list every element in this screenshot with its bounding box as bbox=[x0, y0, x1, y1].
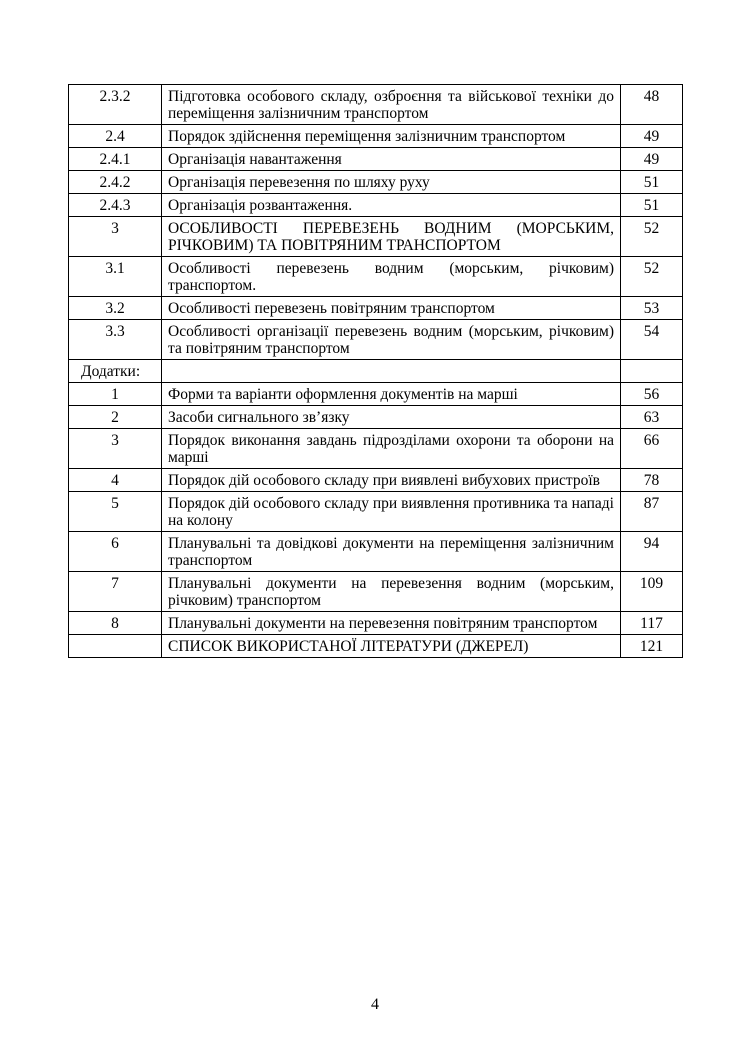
toc-section-number: 3.1 bbox=[69, 257, 162, 297]
toc-body bbox=[69, 85, 683, 658]
toc-section-title: Організація розвантаження. bbox=[162, 194, 621, 217]
toc-section-number: 5 bbox=[69, 492, 162, 532]
toc-section-title: Особливості організації перевезень водним (морським, річковим) та повітряним транспортом bbox=[162, 320, 621, 360]
toc-page-number: 56 bbox=[621, 383, 683, 406]
toc-section-title: Форми та варіанти оформлення документів на марші bbox=[162, 383, 621, 406]
table-row bbox=[69, 85, 683, 125]
table-row bbox=[69, 612, 683, 635]
toc-section-title: Порядок здійснення переміщення залізничним транспортом bbox=[162, 125, 621, 148]
toc-section-title: Порядок виконання завдань підрозділами охорони та оборони на марші bbox=[162, 429, 621, 469]
toc-section-number: 3 bbox=[69, 217, 162, 257]
table-row bbox=[69, 635, 683, 658]
table-row bbox=[69, 257, 683, 297]
table-row bbox=[69, 194, 683, 217]
toc-page-number: 117 bbox=[621, 612, 683, 635]
toc-appendix-heading: Додатки: bbox=[69, 360, 162, 383]
toc-page-number: 51 bbox=[621, 171, 683, 194]
table-row bbox=[69, 297, 683, 320]
table-row bbox=[69, 406, 683, 429]
table-row bbox=[69, 429, 683, 469]
toc-section-number: 4 bbox=[69, 469, 162, 492]
toc-section-title: СПИСОК ВИКОРИСТАНОЇ ЛІТЕРАТУРИ (ДЖЕРЕЛ) bbox=[162, 635, 621, 658]
toc-section-title: ОСОБЛИВОСТІ ПЕРЕВЕЗЕНЬ ВОДНИМ (МОРСЬКИМ, РІЧКОВИМ) ТА ПОВІТРЯНИМ ТРАНСПОРТОМ bbox=[162, 217, 621, 257]
toc-section-number: 2.4 bbox=[69, 125, 162, 148]
toc-page-number: 63 bbox=[621, 406, 683, 429]
toc-section-title bbox=[162, 360, 621, 383]
table-of-contents bbox=[68, 84, 683, 658]
toc-section-number: 7 bbox=[69, 572, 162, 612]
toc-section-number: 1 bbox=[69, 383, 162, 406]
table-row bbox=[69, 572, 683, 612]
toc-page-number: 78 bbox=[621, 469, 683, 492]
table-row bbox=[69, 383, 683, 406]
toc-section-title: Особливості перевезень повітряним транспортом bbox=[162, 297, 621, 320]
toc-section-number: 2.4.2 bbox=[69, 171, 162, 194]
table-row bbox=[69, 469, 683, 492]
table-row bbox=[69, 125, 683, 148]
toc-page-number: 51 bbox=[621, 194, 683, 217]
toc-page-number: 49 bbox=[621, 148, 683, 171]
toc-section-title: Організація навантаження bbox=[162, 148, 621, 171]
toc-section-number: 8 bbox=[69, 612, 162, 635]
toc-page-number: 109 bbox=[621, 572, 683, 612]
toc-section-number: 2 bbox=[69, 406, 162, 429]
toc-section-title: Планувальні та довідкові документи на переміщення залізничним транспортом bbox=[162, 532, 621, 572]
toc-section-number: 2.4.1 bbox=[69, 148, 162, 171]
table-row bbox=[69, 148, 683, 171]
toc-section-title: Засоби сигнального зв’язку bbox=[162, 406, 621, 429]
toc-section-title: Планувальні документи на перевезення повітряним транспортом bbox=[162, 612, 621, 635]
table-row bbox=[69, 171, 683, 194]
table-row bbox=[69, 360, 683, 383]
toc-section-title: Порядок дій особового складу при виявлення противника та нападі на колону bbox=[162, 492, 621, 532]
toc-page-number: 87 bbox=[621, 492, 683, 532]
toc-section-number: 6 bbox=[69, 532, 162, 572]
toc-section-title: Підготовка особового складу, озброєння та військової техніки до переміщення залізничним транспортом bbox=[162, 85, 621, 125]
toc-page-number: 66 bbox=[621, 429, 683, 469]
table-row bbox=[69, 320, 683, 360]
toc-section-title: Особливості перевезень водним (морським, річковим) транспортом. bbox=[162, 257, 621, 297]
toc-page-number: 94 bbox=[621, 532, 683, 572]
toc-page-number bbox=[621, 360, 683, 383]
toc-section-number: 3 bbox=[69, 429, 162, 469]
toc-section-title: Планувальні документи на перевезення водним (морським, річковим) транспортом bbox=[162, 572, 621, 612]
table-row bbox=[69, 217, 683, 257]
toc-section-title: Порядок дій особового складу при виявлені вибухових пристроїв bbox=[162, 469, 621, 492]
toc-page-number: 48 bbox=[621, 85, 683, 125]
toc-section-title: Організація перевезення по шляху руху bbox=[162, 171, 621, 194]
toc-section-number bbox=[69, 635, 162, 658]
toc-page-number: 52 bbox=[621, 217, 683, 257]
toc-section-number: 2.4.3 bbox=[69, 194, 162, 217]
toc-page-number: 54 bbox=[621, 320, 683, 360]
toc-page-number: 52 bbox=[621, 257, 683, 297]
toc-section-number: 2.3.2 bbox=[69, 85, 162, 125]
toc-page-number: 53 bbox=[621, 297, 683, 320]
toc-section-number: 3.2 bbox=[69, 297, 162, 320]
toc-section-number: 3.3 bbox=[69, 320, 162, 360]
toc-page-number: 49 bbox=[621, 125, 683, 148]
table-row bbox=[69, 492, 683, 532]
page-number: 4 bbox=[371, 996, 379, 1013]
table-row bbox=[69, 532, 683, 572]
toc-page-number: 121 bbox=[621, 635, 683, 658]
